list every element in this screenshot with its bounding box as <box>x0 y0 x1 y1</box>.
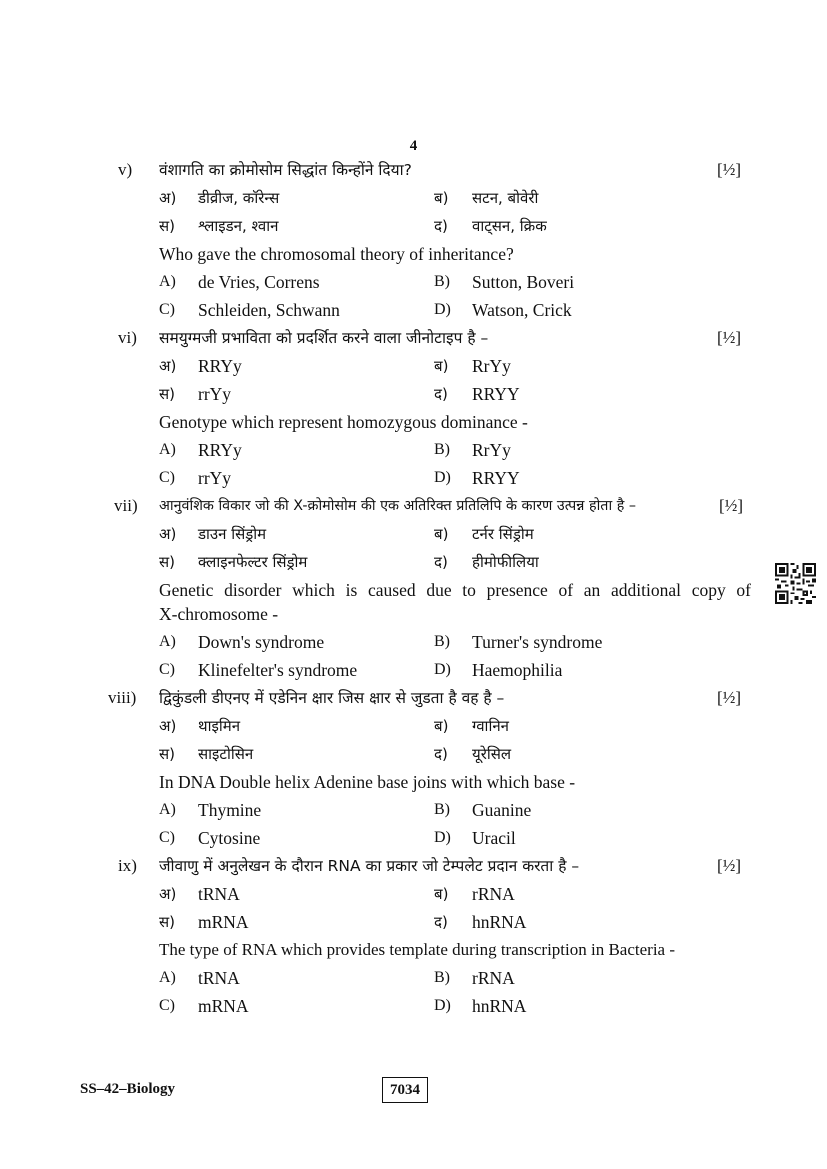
question-number: v) <box>118 160 133 179</box>
option-label: अ) <box>159 885 177 903</box>
english-options-row <box>0 436 827 464</box>
hindi-options-row <box>0 352 827 380</box>
question-text-english: Who gave the chromosomal theory of inheritance? <box>159 244 514 264</box>
option-label: D) <box>434 829 451 846</box>
option-label: D) <box>434 301 451 318</box>
option-text: RRYY <box>472 468 520 488</box>
option-label: D) <box>434 469 451 486</box>
question-text-hindi: वंशागति का क्रोमोसोम सिद्धांत किन्होंने दिया? <box>159 161 412 179</box>
option-text: de Vries, Correns <box>198 272 320 292</box>
english-options-row <box>0 628 827 656</box>
option-text: Watson, Crick <box>472 300 572 320</box>
option-label: अ) <box>159 189 177 207</box>
option-label: स) <box>159 217 175 235</box>
option-label: C) <box>159 829 175 846</box>
english-options-row <box>0 824 827 852</box>
hindi-options-row <box>0 520 827 548</box>
option-label: D) <box>434 997 451 1014</box>
option-label: ब) <box>434 717 449 735</box>
question-text-hindi: आनुवंशिक विकार जो की X-क्रोमोसोम की एक अतिरिक्त प्रतिलिपि के कारण उत्पन्न होता है – <box>159 498 636 514</box>
option-label: C) <box>159 301 175 318</box>
option-text: RRYY <box>472 384 520 404</box>
hindi-options-row <box>0 184 827 212</box>
page-number: 4 <box>409 138 418 154</box>
option-text: ग्वानिन <box>472 717 509 735</box>
option-text: Klinefelter's syndrome <box>198 660 358 680</box>
option-label: स) <box>159 913 175 931</box>
option-text: Schleiden, Schwann <box>198 300 340 320</box>
option-label: B) <box>434 969 450 986</box>
question-text-english: In DNA Double helix Adenine base joins with which base - <box>159 772 576 792</box>
question-number: vii) <box>114 496 138 515</box>
option-label: अ) <box>159 357 177 375</box>
option-label: द) <box>434 217 448 235</box>
option-text: RRYy <box>198 356 242 376</box>
option-text: श्लाइडन, श्वान <box>198 217 279 235</box>
option-label: B) <box>434 801 450 818</box>
question-text-english: Genotype which represent homozygous dominance - <box>159 412 528 432</box>
question-english-line <box>0 576 827 628</box>
question-english-line <box>0 408 827 436</box>
qr-code-icon <box>775 563 816 604</box>
option-text: Down's syndrome <box>198 632 325 652</box>
option-text: Haemophilia <box>472 660 563 680</box>
option-label: स) <box>159 385 175 403</box>
option-text: rRNA <box>472 968 515 988</box>
option-text: Guanine <box>472 800 532 820</box>
option-label: B) <box>434 633 450 650</box>
question-english-line <box>0 768 827 796</box>
english-options-row <box>0 268 827 296</box>
option-text: वाट्सन, क्रिक <box>472 217 547 235</box>
option-label: B) <box>434 273 450 290</box>
option-label: ब) <box>434 525 449 543</box>
option-label: B) <box>434 441 450 458</box>
option-text: rRNA <box>472 884 515 904</box>
option-label: A) <box>159 969 176 986</box>
booklet-code-box: 7034 <box>382 1077 428 1103</box>
option-text: Sutton, Boveri <box>472 272 575 292</box>
question-english-line <box>0 936 827 964</box>
option-label: द) <box>434 553 448 571</box>
question-number: ix) <box>118 856 137 875</box>
hindi-options-row <box>0 380 827 408</box>
option-text: tRNA <box>198 968 240 988</box>
question-text-english: The type of RNA which provides template during transcription in Bacteria - <box>159 940 676 959</box>
option-text: hnRNA <box>472 912 527 932</box>
option-text: थाइमिन <box>198 717 241 735</box>
option-label: A) <box>159 801 176 818</box>
option-text: tRNA <box>198 884 240 904</box>
option-label: D) <box>434 661 451 678</box>
paper-code-label: SS–42–Biology <box>80 1081 176 1097</box>
english-options-row <box>0 296 827 324</box>
option-label: ब) <box>434 885 449 903</box>
hindi-options-row <box>0 740 827 768</box>
question-english-line <box>0 240 827 268</box>
option-label: द) <box>434 913 448 931</box>
option-label: ब) <box>434 189 449 207</box>
option-label: C) <box>159 997 175 1014</box>
question-hindi-line <box>0 156 827 184</box>
question-marks: [½] <box>717 688 742 707</box>
question-marks: [½] <box>717 328 742 347</box>
option-label: A) <box>159 633 176 650</box>
question-text-hindi: जीवाणु में अनुलेखन के दौरान RNA का प्रकार जो टेम्पलेट प्रदान करता है – <box>159 857 580 875</box>
option-text: RrYy <box>472 440 511 460</box>
option-label: द) <box>434 385 448 403</box>
question-text-hindi: समयुग्मजी प्रभाविता को प्रदर्शित करने वाला जीनोटाइप है – <box>159 329 489 347</box>
question-marks: [½] <box>717 856 742 875</box>
option-label: स) <box>159 553 175 571</box>
question-marks: [½] <box>719 496 744 515</box>
option-label: C) <box>159 469 175 486</box>
option-text: rrYy <box>198 468 232 488</box>
option-label: अ) <box>159 525 177 543</box>
option-text: सटन, बोवेरी <box>472 189 539 207</box>
option-text: RrYy <box>472 356 511 376</box>
option-label: A) <box>159 273 176 290</box>
option-text: mRNA <box>198 912 249 932</box>
english-options-row <box>0 796 827 824</box>
question-list <box>0 156 827 1020</box>
option-label: अ) <box>159 717 177 735</box>
option-label: द) <box>434 745 448 763</box>
option-text: डाउन सिंड्रोम <box>198 525 267 543</box>
hindi-options-row <box>0 212 827 240</box>
question-viii <box>0 684 827 852</box>
english-options-row <box>0 656 827 684</box>
question-ix <box>0 852 827 1020</box>
question-marks: [½] <box>717 160 742 179</box>
option-label: ब) <box>434 357 449 375</box>
question-v <box>0 156 827 324</box>
question-text-english <box>159 578 751 626</box>
hindi-options-row <box>0 880 827 908</box>
question-hindi-line <box>0 324 827 352</box>
question-vii <box>0 492 827 684</box>
option-text: साइटोसिन <box>198 745 254 763</box>
hindi-options-row <box>0 712 827 740</box>
english-options-row <box>0 964 827 992</box>
question-hindi-line <box>0 492 827 520</box>
option-label: C) <box>159 661 175 678</box>
question-vi <box>0 324 827 492</box>
option-text: डीव्रीज, कॉरेन्स <box>198 189 280 207</box>
option-text: Cytosine <box>198 828 261 848</box>
option-text: RRYy <box>198 440 242 460</box>
english-options-row <box>0 992 827 1020</box>
question-text-english-line1: Genetic disorder which is caused due to presence of an additional copy of <box>159 580 751 600</box>
option-text: हीमोफीलिया <box>472 553 539 571</box>
option-text: rrYy <box>198 384 232 404</box>
option-text: hnRNA <box>472 996 527 1016</box>
question-text-hindi: द्विकुंडली डीएनए में एडेनिन क्षार जिस क्षार से जुडता है वह है – <box>159 689 505 707</box>
hindi-options-row <box>0 908 827 936</box>
hindi-options-row <box>0 548 827 576</box>
english-options-row <box>0 464 827 492</box>
option-text: Turner's syndrome <box>472 632 603 652</box>
option-text: Thymine <box>198 800 262 820</box>
option-label: स) <box>159 745 175 763</box>
option-label: A) <box>159 441 176 458</box>
option-text: mRNA <box>198 996 249 1016</box>
question-number: vi) <box>118 328 137 347</box>
question-hindi-line <box>0 684 827 712</box>
option-text: Uracil <box>472 828 516 848</box>
question-hindi-line <box>0 852 827 880</box>
option-text: टर्नर सिंड्रोम <box>472 525 534 543</box>
question-number: viii) <box>108 688 137 707</box>
question-text-english-line2: X-chromosome - <box>159 604 279 624</box>
option-text: क्लाइनफेल्टर सिंड्रोम <box>198 553 308 571</box>
option-text: यूरेसिल <box>472 745 512 763</box>
